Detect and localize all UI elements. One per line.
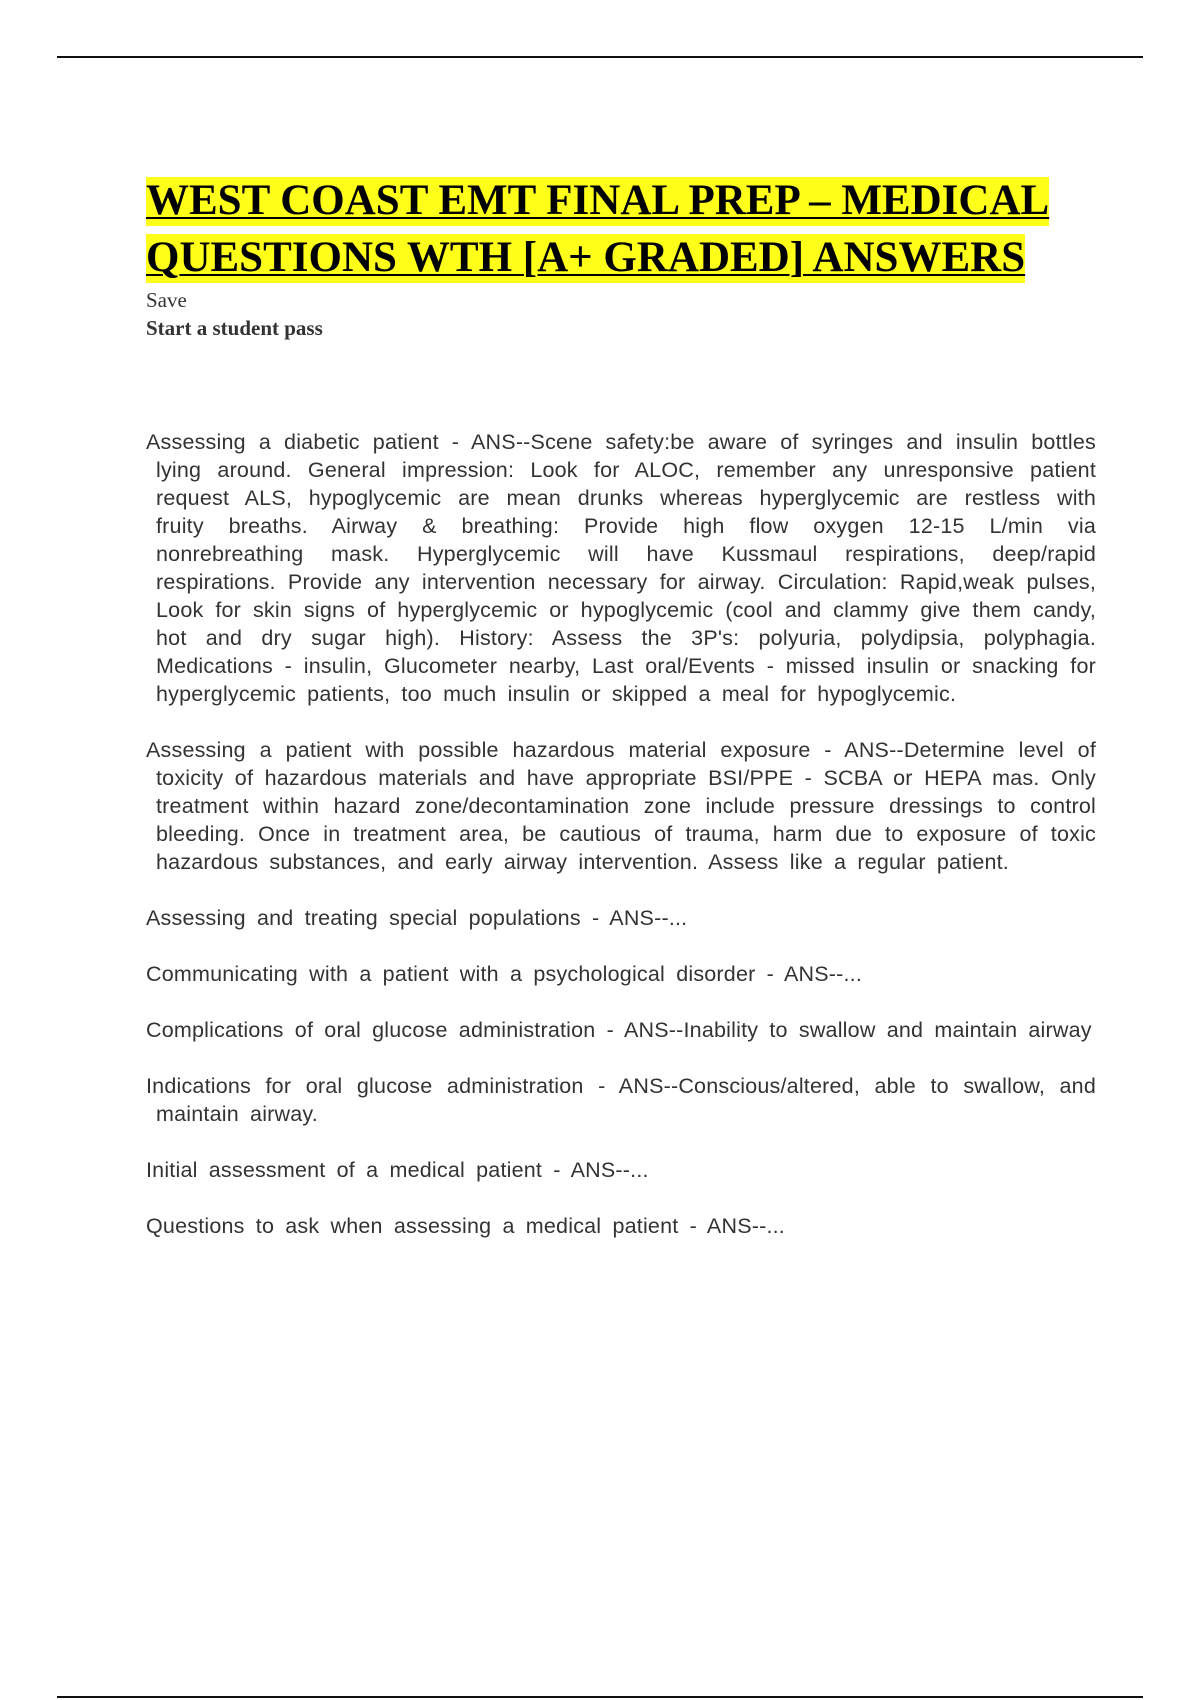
document-title-highlight: WEST COAST EMT FINAL PREP – MEDICAL QUESTIONS WTH [A+ GRADED] ANSWERS: [146, 177, 1050, 281]
qa-item: Questions to ask when assessing a medical patient - ANS--...: [146, 1214, 785, 1238]
qa-item: Assessing a diabetic patient - ANS--Scene safety:be aware of syringes and insulin bottles lying around. General impression: Look for ALOC, remember any unresponsive patient request ALS, hypoglycemic are mean drunks whereas hyperglycemic are restless with fruity breaths. Airway & breathing: Provide high flow oxygen 12-15 L/min via nonrebreathing mask. Hyperglycemic will have Kussmaul respirations, deep/rapid respirations. Provide any intervention necessary for airway. Circulation: Rapid,weak pulses, Look for skin signs of hyperglycemic or hypoglycemic (cool and clammy give them candy, hot and dry sugar high). History: Assess the 3P's: polyuria, polydipsia, polyphagia. Medications - insulin, Glucometer nearby, Last oral/Events - missed insulin or snacking for hyperglycemic patients, too much insulin or skipped a meal for hypoglycemic.: [146, 430, 1096, 706]
qa-item: Indications for oral glucose administration - ANS--Conscious/altered, able to swallow, and maintain airway.: [146, 1074, 1096, 1126]
start-student-pass-link[interactable]: Start a student pass: [146, 316, 323, 340]
qa-item: Communicating with a patient with a psychological disorder - ANS--...: [146, 962, 863, 986]
qa-item: Assessing a patient with possible hazardous material exposure - ANS--Determine level of toxicity of hazardous materials and have appropriate BSI/PPE - SCBA or HEPA mas. Only treatment within hazard zone/decontamination zone include pressure dressings to control bleeding. Once in treatment area, be cautious of trauma, harm due to exposure of toxic hazardous substances, and early airway intervention. Assess like a regular patient.: [146, 738, 1096, 874]
document-page: [146, 172, 1096, 1268]
qa-list: [146, 428, 1096, 1240]
qa-item: Initial assessment of a medical patient - ANS--...: [146, 1158, 649, 1182]
qa-item: Assessing and treating special populations - ANS--...: [146, 906, 688, 930]
qa-item: Complications of oral glucose administration - ANS--Inability to swallow and maintain airway: [146, 1018, 1092, 1042]
top-page-rule: [57, 56, 1143, 58]
document-title: [146, 172, 1096, 286]
bottom-page-rule: [57, 1696, 1143, 1698]
save-link[interactable]: Save: [146, 288, 187, 312]
